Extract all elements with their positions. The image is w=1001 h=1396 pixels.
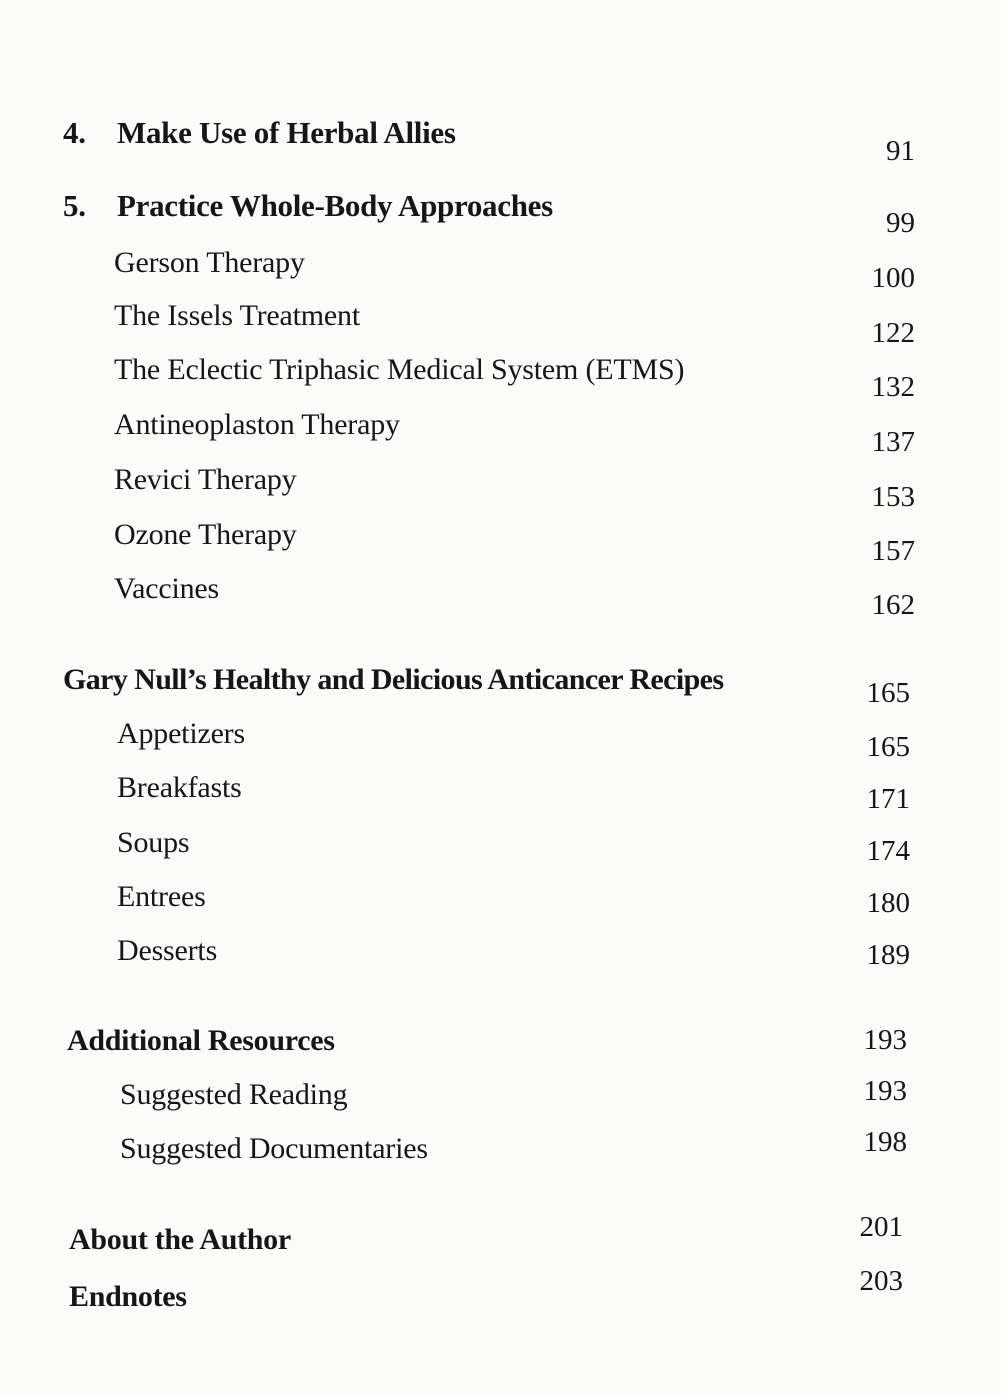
toc-subentry: Desserts	[117, 934, 218, 967]
toc-chapter-5	[63, 190, 553, 221]
toc-subentry: Gerson Therapy	[114, 246, 305, 279]
page-number: 171	[866, 783, 910, 815]
page-number: 153	[871, 481, 915, 513]
page-number: 162	[871, 589, 915, 621]
toc-subentry: The Eclectic Triphasic Medical System (ETMS)	[114, 353, 685, 386]
toc-subentry: The Issels Treatment	[114, 299, 360, 332]
page-number: 193	[863, 1075, 907, 1107]
page-number: 157	[871, 535, 915, 567]
toc-subentry: Suggested Documentaries	[120, 1132, 428, 1165]
page-number: 100	[871, 262, 915, 294]
page-number: 203	[859, 1265, 903, 1297]
page-number: 99	[886, 207, 915, 239]
page-number: 137	[871, 426, 915, 458]
page-number: 132	[871, 371, 915, 403]
toc-subentry: Revici Therapy	[114, 463, 297, 496]
page-number: 180	[866, 887, 910, 919]
toc-section-endnotes: Endnotes	[69, 1280, 187, 1313]
page-number: 198	[863, 1126, 907, 1158]
page-number: 122	[871, 317, 915, 349]
page-number: 189	[866, 939, 910, 971]
chapter-number: 5.	[63, 188, 86, 223]
page-number: 193	[863, 1024, 907, 1056]
chapter-title: Make Use of Herbal Allies	[117, 115, 456, 150]
page-number: 165	[866, 677, 910, 709]
chapter-title: Practice Whole-Body Approaches	[117, 188, 553, 223]
toc-subentry: Antineoplaston Therapy	[114, 408, 400, 441]
toc-subentry: Ozone Therapy	[114, 518, 297, 551]
toc-subentry: Breakfasts	[117, 771, 242, 804]
page-number: 174	[866, 835, 910, 867]
toc-section-about: About the Author	[69, 1223, 291, 1256]
toc-subentry: Entrees	[117, 880, 206, 913]
toc-section-recipes: Gary Null’s Healthy and Delicious Anticancer Recipes	[63, 663, 724, 696]
toc-subentry: Vaccines	[114, 572, 220, 605]
page-number: 165	[866, 731, 910, 763]
toc-subentry: Soups	[117, 826, 190, 859]
toc-subentry: Appetizers	[117, 717, 245, 750]
toc-section-resources: Additional Resources	[67, 1024, 335, 1057]
chapter-number: 4.	[63, 115, 86, 150]
toc-chapter-4	[63, 117, 456, 148]
page-number: 201	[859, 1211, 903, 1243]
toc-subentry: Suggested Reading	[120, 1078, 348, 1111]
page-number: 91	[886, 135, 915, 167]
